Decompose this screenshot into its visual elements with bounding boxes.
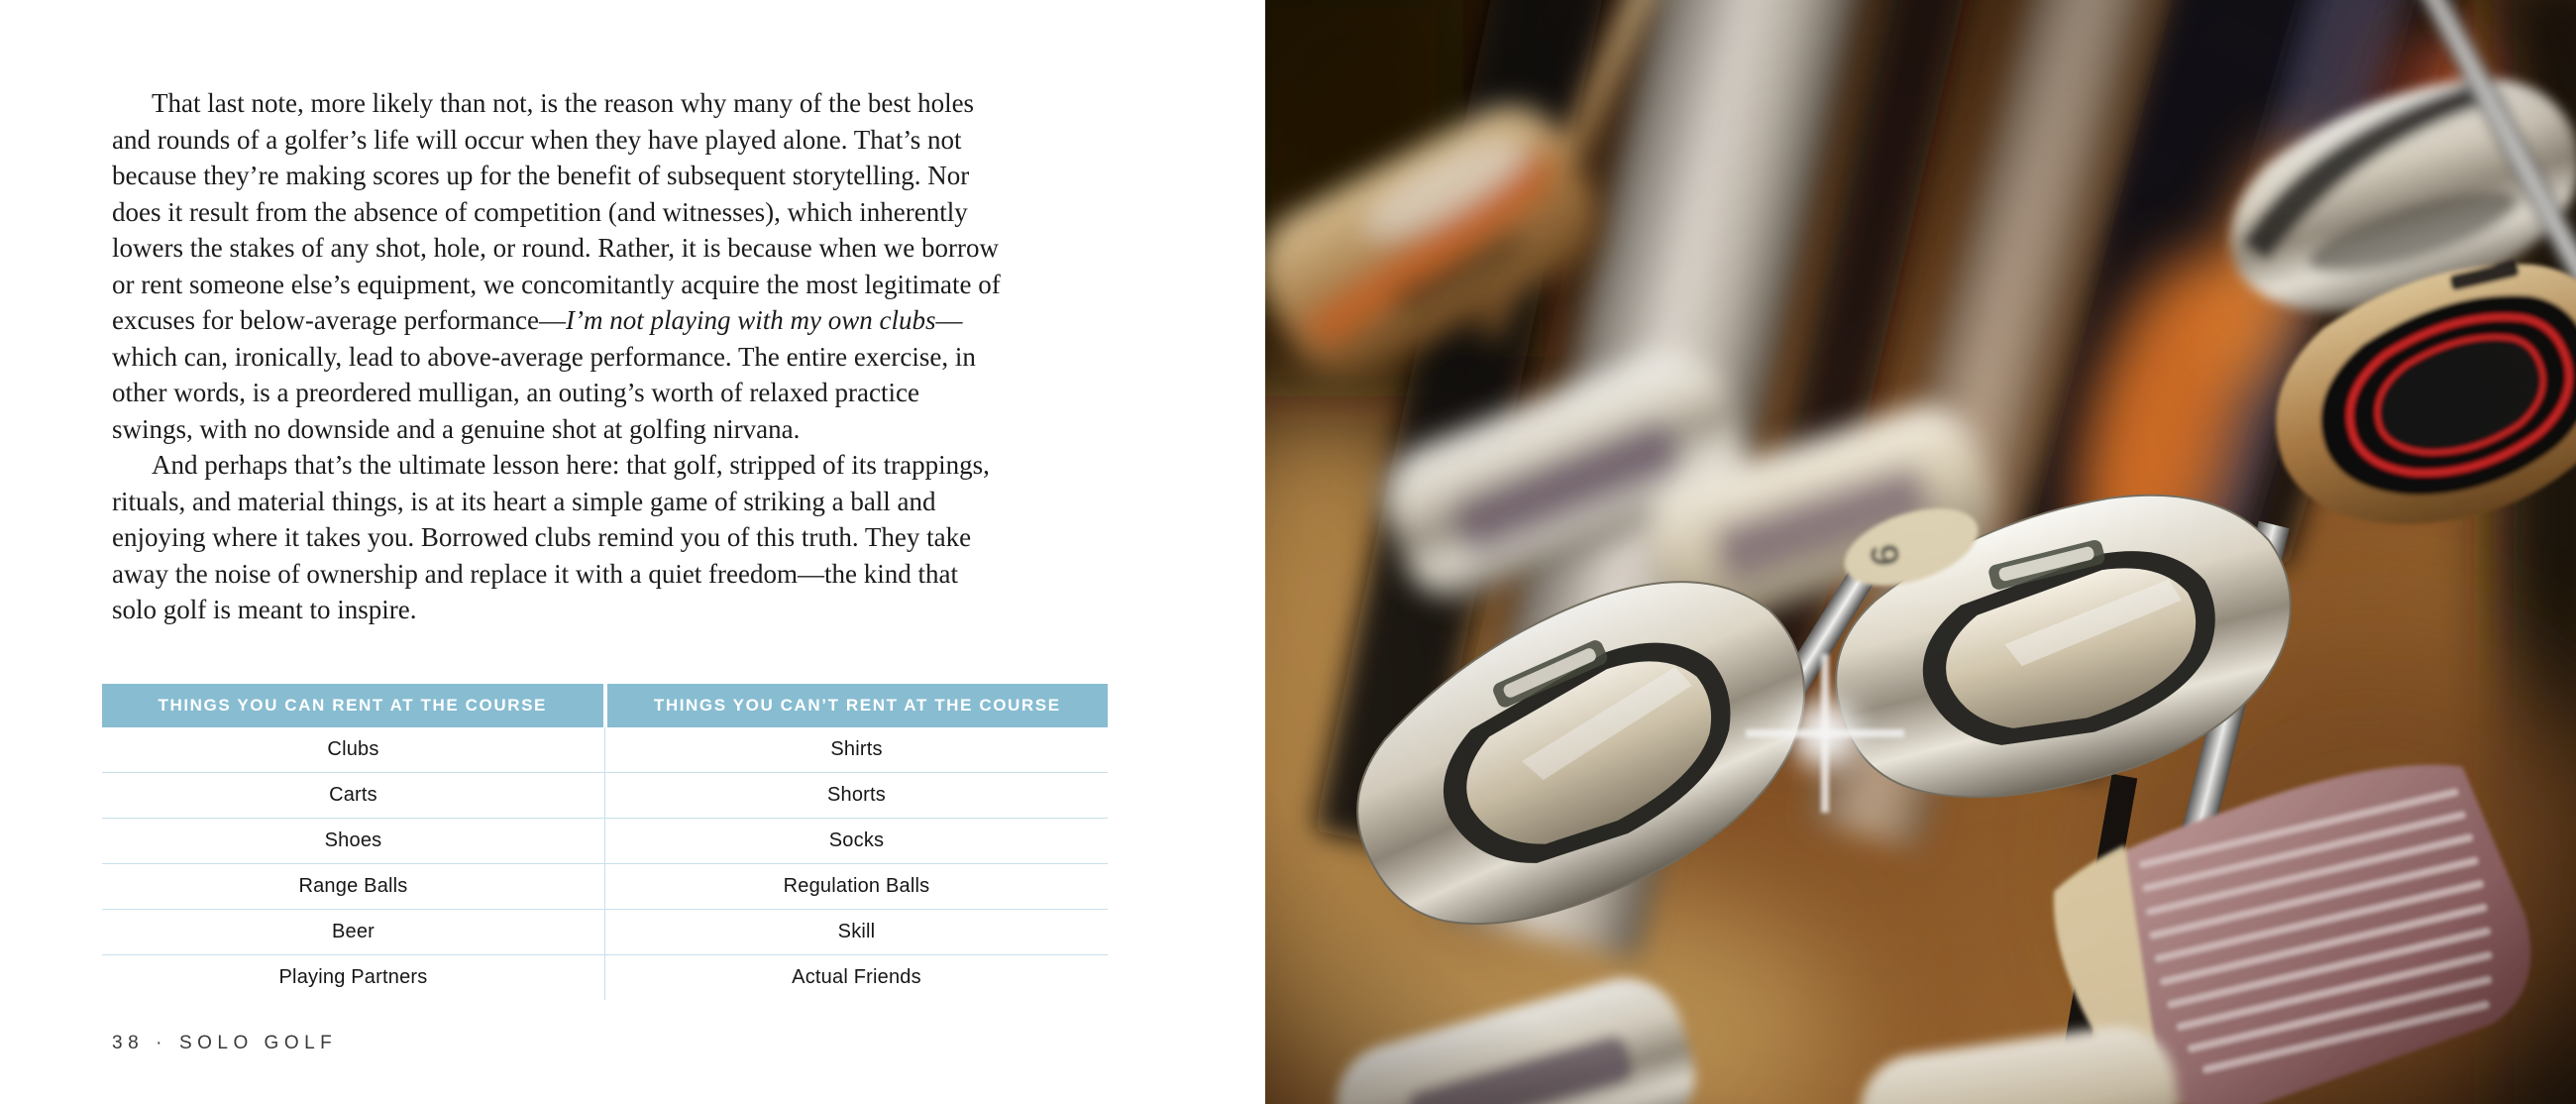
table-row-3: [102, 819, 1108, 864]
paragraph-1-text-end: —which can, ironically, lead to above-average performance. The entire exercise, in other words, is a preordered mulligan, an outing’s worth of relaxed practice swings, with no downside and a genuine shot at golfing nirvana.: [112, 305, 976, 444]
table-row-6: [102, 955, 1108, 1000]
paragraph-2: [112, 447, 1007, 628]
page-number: 38: [112, 1033, 145, 1053]
golf-irons-photo: [1265, 0, 2576, 1104]
table-row-1: [102, 727, 1108, 773]
table-cell: Carts: [329, 784, 377, 806]
paragraph-1-text: That last note, more likely than not, is the reason why many of the best holes and rounds of a golfer’s life will occur when they have played alone. That’s not because they’re making scores up for the benefit of subsequent storytelling. Nor does it result from the absence of competition (and witnesses), which inherently lowers the stakes of any shot, hole, or round. Rather, it is because when we borrow or rent someone else’s equipment, we concomitantly acquire the most legitimate of excuses for below-average performance—: [112, 88, 1001, 335]
table-cell: Playing Partners: [278, 966, 428, 988]
rental-table-header-row: [102, 684, 1108, 727]
table-cell: Actual Friends: [604, 955, 1108, 1000]
rental-table: [102, 684, 1108, 1000]
table-row-5: [102, 910, 1108, 955]
table-row-4: [102, 864, 1108, 910]
table-cell: Regulation Balls: [604, 864, 1108, 909]
table-cell: Shorts: [604, 773, 1108, 818]
table-header-cant-rent: THINGS YOU CAN’T RENT AT THE COURSE: [607, 684, 1109, 727]
book-title: SOLO GOLF: [178, 1033, 338, 1053]
table-cell: Clubs: [327, 738, 379, 760]
table-cell: Socks: [604, 819, 1108, 863]
photo-vignette: [1265, 0, 2576, 1104]
paragraph-2-text: And perhaps that’s the ultimate lesson here: that golf, stripped of its trappings, rituals, and material things, is at its heart a simple game of striking a ball and enjoying where it takes you. Borrowed clubs remind you of this truth. They take away the noise of ownership and replace it with a quiet freedom—the kind that solo golf is meant to inspire.: [112, 450, 990, 624]
left-page: [0, 0, 1265, 1104]
table-cell: Range Balls: [298, 875, 408, 897]
rental-table-body: [102, 727, 1108, 1000]
footer-separator: ·: [156, 1033, 167, 1053]
table-header-can-rent: THINGS YOU CAN RENT AT THE COURSE: [102, 684, 603, 727]
paragraph-1: [112, 85, 1007, 447]
page-footer: [112, 1033, 337, 1054]
table-row-2: [102, 773, 1108, 819]
table-cell: Shoes: [324, 829, 382, 851]
table-cell: Beer: [331, 921, 376, 942]
table-cell: Shirts: [604, 727, 1108, 772]
paragraph-1-italic: I’m not playing with my own clubs: [566, 305, 936, 335]
right-page: [1265, 0, 2576, 1104]
body-text: [112, 85, 1007, 628]
table-cell: Skill: [604, 910, 1108, 954]
